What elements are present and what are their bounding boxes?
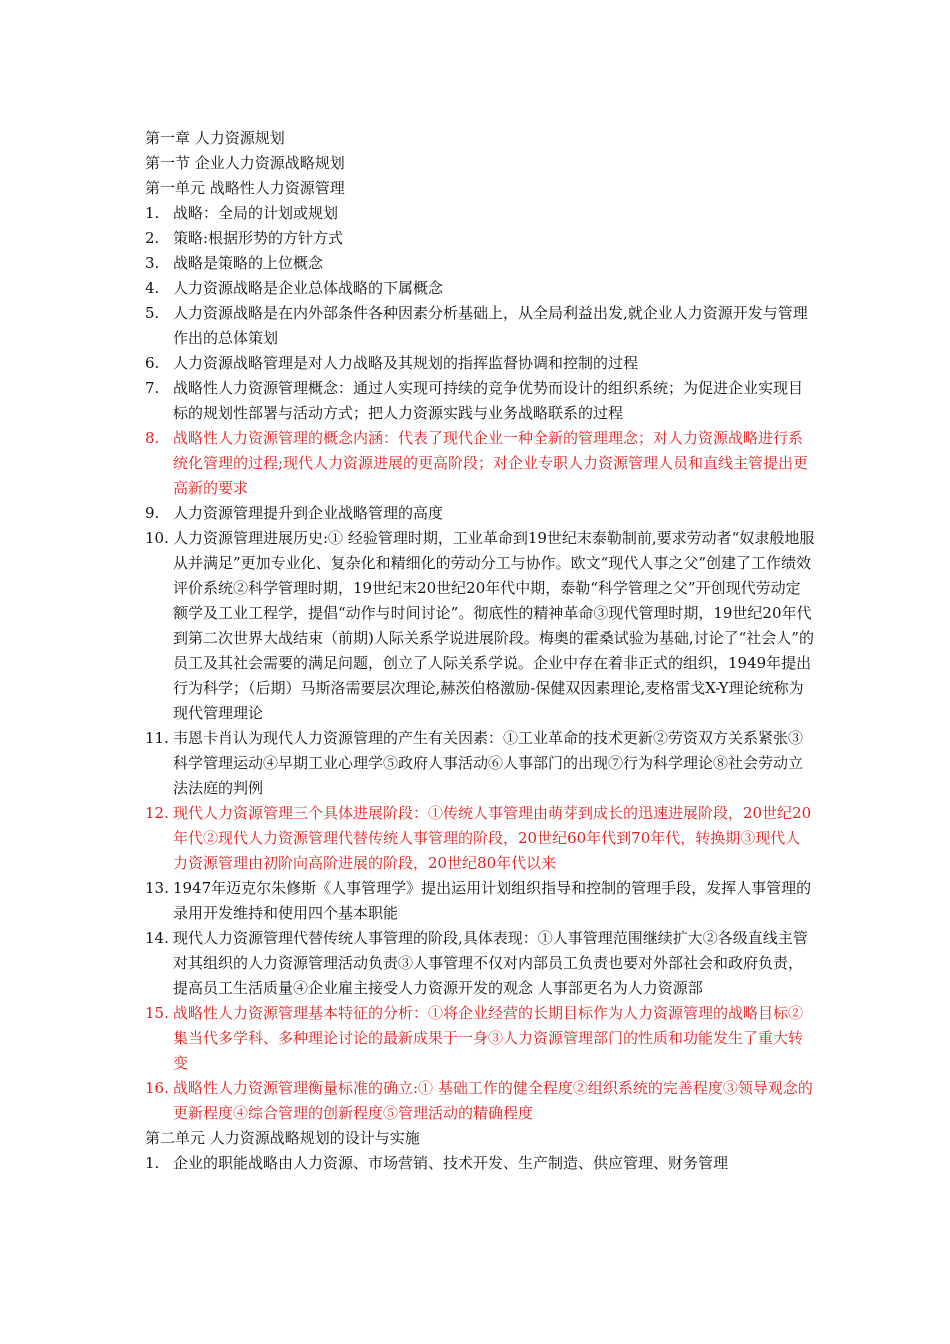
- list-item: [145, 526, 815, 726]
- list-item-number: 7.: [145, 379, 160, 397]
- list-item: [145, 1001, 815, 1076]
- list-item-text: 人力资源战略是企业总体战略的下属概念: [173, 279, 444, 297]
- chapter-heading: 第一章 人力资源规划: [145, 129, 285, 147]
- list-item: [145, 201, 815, 226]
- list-item: [145, 1076, 815, 1126]
- list-item: [145, 251, 815, 276]
- list-item-number: 16.: [145, 1079, 169, 1097]
- list-item-text: 企业的职能战略由人力资源、市场营销、技术开发、生产制造、供应管理、财务管理: [173, 1154, 729, 1172]
- list-item: [145, 926, 815, 1001]
- list-item: [145, 351, 815, 376]
- list-item-number: 1.: [145, 1154, 160, 1172]
- list-item-text: 战略性人力资源管理的概念内涵：代表了现代企业一种全新的管理理念；对人力资源战略进行系统化管理的过程;现代人力资源进展的更高阶段；对企业专职人力资源管理人员和直线主管提出更高新的要求: [173, 429, 809, 497]
- list-item-text: 现代人力资源管理代替传统人事管理的阶段,具体表现：①人事管理范围继续扩大②各级直线主管对其组织的人力资源管理活动负责③人事管理不仅对内部员工负责也要对外部社会和政府负责，提高员工生活质量④企业雇主接受人力资源开发的观念 人事部更名为人力资源部: [173, 929, 808, 997]
- list-item: [145, 376, 815, 426]
- list-item: [145, 1151, 815, 1176]
- list-item-text: 战略：全局的计划或规划: [173, 204, 339, 222]
- list-item-text: 人力资源管理进展历史:① 经验管理时期，工业革命到19世纪末泰勒制前,要求劳动者“奴隶般地服从并满足”更加专业化、复杂化和精细化的劳动分工与协作。欧文“现代人事之父”创建了工作绩效评价系统②科学管理时期，19世纪末20世纪20年代中期，泰勒“科学管理之父”开创现代劳动定额学及工业工程学，提倡“动作与时间讨论”。彻底性的精神革命③现代管理时期，19世纪20年代到第二次世界大战结束（前期)人际关系学说进展阶段。梅奥的霍桑试验为基础,讨论了“社会人”的员工及其社会需要的满足问题，创立了人际关系学说。企业中存在着非正式的组织，1949年提出行为科学；（后期）马斯洛需要层次理论,赫茨伯格激励-保健双因素理论,麦格雷戈X-Y理论统称为现代管理理论: [173, 529, 815, 722]
- list-item-number: 2.: [145, 229, 160, 247]
- unit-heading-1: 第一单元 战略性人力资源管理: [145, 179, 345, 197]
- list-item-text: 策略:根据形势的方针方式: [173, 229, 344, 247]
- list-item-number: 14.: [145, 929, 169, 947]
- list-item-number: 4.: [145, 279, 160, 297]
- list-item: [145, 501, 815, 526]
- list-item: [145, 301, 815, 351]
- list-item-number: 12.: [145, 804, 169, 822]
- list-item-text: 人力资源战略是在内外部条件各种因素分析基础上，从全局利益出发,就企业人力资源开发与管理作出的总体策划: [173, 304, 808, 347]
- list-item-number: 5.: [145, 304, 160, 322]
- list-item-text: 韦恩卡肖认为现代人力资源管理的产生有关因素：①工业革命的技术更新②劳资双方关系紧张③科学管理运动④早期工业心理学⑤政府人事活动⑥人事部门的出现⑦行为科学理论⑧社会劳动立法法庭的判例: [173, 729, 804, 797]
- unit2-list: [145, 1151, 815, 1176]
- list-item-number: 3.: [145, 254, 160, 272]
- list-item: [145, 426, 815, 501]
- list-item-text: 战略性人力资源管理基本特征的分析：①将企业经营的长期目标作为人力资源管理的战略目标②集当代多学科、多种理论讨论的最新成果于一身③人力资源管理部门的性质和功能发生了重大转变: [173, 1004, 804, 1072]
- list-item-text: 人力资源战略管理是对人力战略及其规划的指挥监督协调和控制的过程: [173, 354, 639, 372]
- list-item-text: 战略性人力资源管理衡量标准的确立:① 基础工作的健全程度②组织系统的完善程度③领导观念的更新程度④综合管理的创新程度⑤管理活动的精确程度: [173, 1079, 813, 1122]
- unit1-list: [145, 201, 815, 1126]
- list-item: [145, 276, 815, 301]
- list-item-number: 15.: [145, 1004, 169, 1022]
- list-item: [145, 726, 815, 801]
- list-item-text: 人力资源管理提升到企业战略管理的高度: [173, 504, 444, 522]
- list-item: [145, 226, 815, 251]
- list-item-text: 现代人力资源管理三个具体进展阶段：①传统人事管理由萌芽到成长的迅速进展阶段，20世纪20年代②现代人力资源管理代替传统人事管理的阶段，20世纪60年代到70年代，转换期③现代人力资源管理由初阶向高阶进展的阶段，20世纪80年代以来: [173, 804, 812, 872]
- list-item: [145, 876, 815, 926]
- list-item-number: 8.: [145, 429, 160, 447]
- list-item-number: 1.: [145, 204, 160, 222]
- list-item-number: 13.: [145, 879, 169, 897]
- section-heading: 第一节 企业人力资源战略规划: [145, 154, 345, 172]
- list-item-number: 10.: [145, 529, 169, 547]
- list-item-number: 6.: [145, 354, 160, 372]
- list-item-number: 11.: [145, 729, 169, 747]
- list-item-number: 9.: [145, 504, 160, 522]
- list-item-text: 战略是策略的上位概念: [173, 254, 324, 272]
- list-item-text: 战略性人力资源管理概念：通过人实现可持续的竞争优势而设计的组织系统；为促进企业实现目标的规划性部署与活动方式；把人力资源实践与业务战略联系的过程: [173, 379, 804, 422]
- list-item-text: 1947年迈克尔朱修斯《人事管理学》提出运用计划组织指导和控制的管理手段，发挥人事管理的录用开发维持和使用四个基本职能: [173, 879, 812, 922]
- unit-heading-2: 第二单元 人力资源战略规划的设计与实施: [145, 1129, 420, 1147]
- list-item: [145, 801, 815, 876]
- document-page: [145, 126, 815, 1176]
